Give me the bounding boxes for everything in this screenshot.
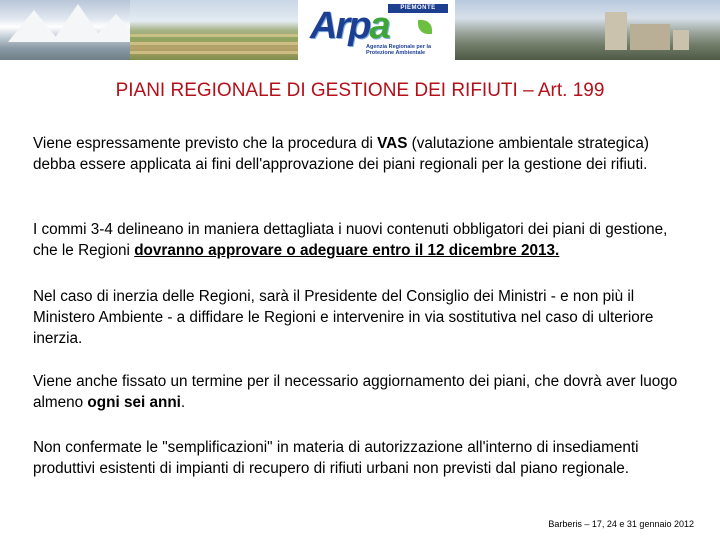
mountains-photo — [0, 0, 130, 60]
abbey-building — [673, 30, 689, 50]
abbey-photo — [455, 0, 720, 60]
paragraph-inerzia — [33, 286, 693, 349]
field-row — [130, 34, 298, 37]
logo-subtitle: Agenzia Regionale per la Protezione Ambientale — [366, 44, 432, 56]
text-segment: . — [180, 394, 186, 411]
field-row — [130, 51, 298, 54]
arpa-logo — [298, 0, 455, 62]
logo-word-main: Arp — [310, 5, 370, 47]
text-segment: Viene espressamente previsto che la procedura di — [33, 135, 378, 152]
header-banner — [0, 0, 720, 62]
text-segment: I commi 3-4 delineano in maniera dettagliata i nuovi contenuti obbligatori dei piani di gestione, che le Regioni — [33, 221, 668, 259]
logo-word-accent: a — [369, 5, 389, 47]
paragraph-aggiornamento — [33, 371, 693, 413]
text-segment: (valutazione ambientale strategica) debba essere applicata ai fini dell'approvazione dei piani regionali per la gestione dei rifiuti. — [33, 135, 649, 173]
bold-text: VAS — [377, 135, 408, 152]
fields-photo — [130, 0, 298, 60]
text-segment: Viene anche fissato un termine per il necessario aggiornamento dei piani, che dovrà aver luogo almeno — [33, 373, 678, 411]
logo-flag: PIEMONTE — [388, 4, 448, 13]
paragraph-commi — [33, 219, 693, 261]
text-segment: Nel caso di inerzia delle Regioni, sarà il Presidente del Consiglio dei Ministri - e non più il Ministero Ambiente - a diffidare le Regioni e intervenire in via sostitutiva nel caso di ulteriore inerzia. — [33, 288, 654, 347]
abbey-building — [630, 24, 670, 50]
page-title: PIANI REGIONALE DI GESTIONE DEI RIFIUTI – Art. 199 — [115, 80, 605, 101]
paragraph-semplificazioni — [33, 437, 693, 479]
text-segment: Non confermate le "semplificazioni" in materia di autorizzazione all'interno di insediamenti produttivi esistenti di impianti di recupero di rifiuti urbani non previsti dal piano regionale. — [33, 439, 639, 477]
bold-text: ogni sei anni — [87, 394, 181, 411]
field-row — [130, 42, 298, 45]
leaf-icon — [418, 20, 432, 34]
abbey-tower — [605, 12, 627, 50]
underlined-deadline: dovranno approvare o adeguare entro il 12 dicembre 2013. — [134, 242, 560, 259]
footer-credit: Barberis – 17, 24 e 31 gennaio 2012 — [548, 519, 694, 529]
logo-wordmark — [310, 4, 389, 48]
paragraph-vas — [33, 133, 693, 175]
